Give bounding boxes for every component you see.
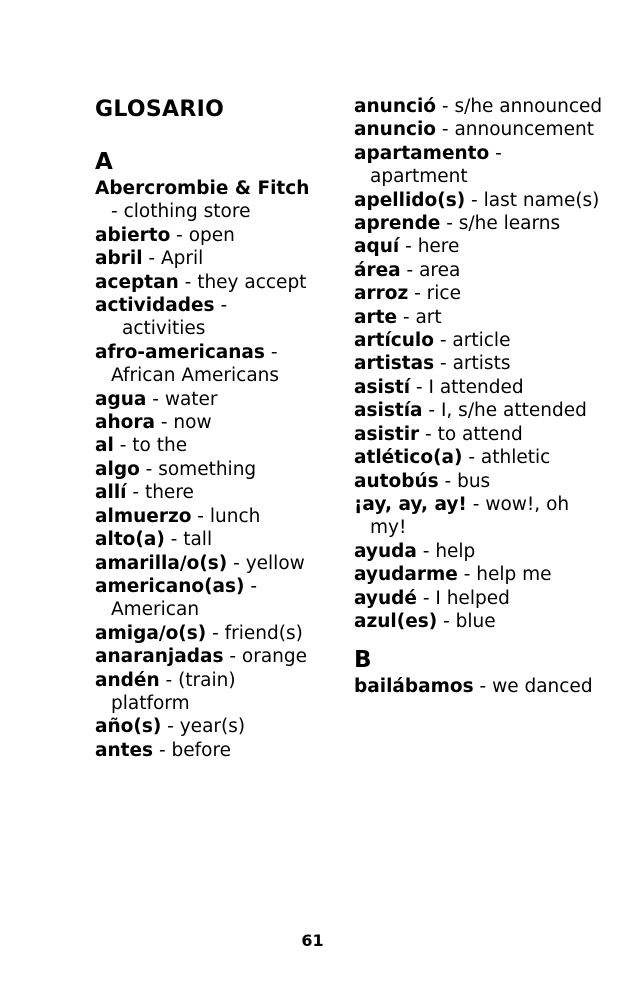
glossary-entry: asistía - I, s/he attended: [354, 400, 587, 422]
entry-definition: April: [160, 248, 204, 270]
glossary-entry: agua - water: [95, 388, 218, 410]
entry-term: ahora: [95, 412, 155, 434]
glossary-entry: asistir - to attend: [354, 423, 523, 445]
entry-term: ¡ay, ay, ay!: [354, 493, 467, 515]
glossary-entry: aprende - s/he learns: [354, 213, 561, 235]
entry-definition: activities: [122, 318, 206, 340]
entry-definition: there: [144, 482, 194, 504]
entry-term: alto(a): [95, 529, 165, 551]
entry-definition: rice: [426, 283, 461, 305]
entry-definition: year(s): [179, 716, 246, 738]
entry-term: arroz: [354, 283, 409, 305]
entry-term: ayudé: [354, 587, 417, 609]
glossary-entry: arroz - rice: [354, 283, 461, 305]
glossary-entry: artículo - article: [354, 330, 511, 352]
entry-definition: to the: [132, 435, 188, 457]
entry-definition: s/he learns: [458, 213, 561, 235]
entry-term: asistía: [354, 400, 423, 422]
glossary-entry: bailábamos - we danced: [354, 676, 593, 698]
entry-definition: s/he announced: [454, 96, 603, 117]
entry-definition: (train) platform: [111, 669, 236, 714]
glossary-entry: ¡ay, ay, ay! - wow!, oh my!: [354, 493, 570, 539]
entry-term: algo: [95, 458, 140, 480]
entry-definition: blue: [455, 610, 496, 632]
entry-definition: here: [417, 236, 460, 258]
entry-term: amiga/o(s): [95, 622, 207, 644]
glossary-entry: abierto - open: [95, 224, 235, 246]
glossary-entry: allí - there: [95, 482, 194, 504]
entry-term: anuncio: [354, 119, 437, 141]
entry-definition: clothing store: [123, 201, 251, 223]
entry-term: azul(es): [354, 610, 438, 632]
entry-term: autobús: [354, 470, 439, 492]
page-number: 61: [301, 931, 324, 950]
glossary-entry: Abercrombie & Fitch - clothing store: [95, 178, 310, 223]
glossary-entry: anuncio - announcement: [354, 119, 594, 141]
entry-term: apartamento: [354, 142, 490, 164]
entry-term: anaranjadas: [95, 646, 224, 668]
entry-definition: yellow: [245, 552, 305, 574]
right-column: [354, 95, 604, 699]
glossary-entry: ayuda - help: [354, 540, 476, 562]
entry-definition: I helped: [435, 587, 510, 609]
entry-definition: I, s/he attended: [440, 400, 587, 422]
entry-term: aprende: [354, 213, 441, 235]
entry-term: artículo: [354, 330, 434, 352]
glossary-entry: algo - something: [95, 458, 257, 480]
glossary-entry: anaranjadas - orange: [95, 646, 308, 668]
entry-definition: lunch: [209, 505, 261, 527]
entry-definition: artists: [452, 353, 511, 375]
entry-term: afro-americanas: [95, 341, 265, 363]
entry-definition: art: [415, 306, 442, 328]
glossary-entry: área - area: [354, 259, 461, 281]
glossary-entry: aquí - here: [354, 236, 460, 258]
glossary-entry: almuerzo - lunch: [95, 505, 261, 527]
entry-term: almuerzo: [95, 505, 192, 527]
entry-term: anunció: [354, 96, 437, 117]
entry-term: andén: [95, 669, 160, 691]
glossary-entry: ayudarme - help me: [354, 564, 552, 586]
entry-definition: help: [435, 540, 476, 562]
entry-term: actividades: [95, 295, 215, 317]
entry-definition: open: [188, 224, 235, 246]
entry-term: arte: [354, 306, 397, 328]
glossary-entry: al - to the: [95, 435, 188, 457]
entry-term: aquí: [354, 236, 400, 258]
entry-term: ayuda: [354, 540, 417, 562]
left-column: [95, 95, 315, 762]
entry-definition: African Americans: [111, 365, 280, 387]
entry-definition: bus: [457, 470, 491, 492]
glossary-entry: apellido(s) - last name(s): [354, 189, 600, 211]
entry-term: americano(as): [95, 575, 245, 597]
entry-definition: friend(s): [224, 622, 303, 644]
glossary-entry: asistí - I attended: [354, 376, 524, 398]
entry-term: amarilla/o(s): [95, 552, 228, 574]
glossary-entry: anunció - s/he announced: [354, 96, 603, 117]
entry-definition: before: [171, 739, 232, 761]
entry-term: allí: [95, 482, 127, 504]
entry-definition: apartment: [370, 166, 468, 188]
glossary-entry: amiga/o(s) - friend(s): [95, 622, 303, 644]
entry-term: año(s): [95, 716, 162, 738]
entry-definition: I attended: [428, 376, 524, 398]
entry-definition: article: [452, 330, 511, 352]
glossary-entry: artistas - artists: [354, 353, 511, 375]
glossary-entry: antes - before: [95, 739, 232, 761]
glossary-entry: aceptan - they accept: [95, 271, 307, 293]
entry-term: aceptan: [95, 271, 179, 293]
glossary-entry: atlético(a) - athletic: [354, 447, 551, 469]
entry-term: bailábamos: [354, 676, 474, 698]
glossary-entry: americano(as) - American: [95, 575, 258, 621]
glossary-entry: año(s) - year(s): [95, 716, 246, 738]
glossary-entry: alto(a) - tall: [95, 529, 213, 551]
entry-term: asistir: [354, 423, 420, 445]
glossary-entry: ayudé - I helped: [354, 587, 510, 609]
section-letter-b: B: [354, 647, 372, 674]
entry-definition: water: [164, 388, 218, 410]
entry-definition: to attend: [437, 423, 523, 445]
entry-definition: orange: [241, 646, 308, 668]
entry-definition: help me: [476, 564, 552, 586]
entry-term: al: [95, 435, 114, 457]
entry-definition: American: [111, 599, 200, 621]
glossary-entry: ahora - now: [95, 412, 212, 434]
entry-definition: area: [419, 259, 461, 281]
entry-term: atlético(a): [354, 447, 463, 469]
entry-term: antes: [95, 739, 154, 761]
glossary-entry: apartamento - apartment: [354, 142, 502, 188]
glossary-entry: actividades - activities: [95, 295, 228, 340]
entry-definition: now: [173, 412, 212, 434]
glossary-entry: azul(es) - blue: [354, 610, 496, 632]
entry-definition: something: [158, 458, 257, 480]
entry-term: apellido(s): [354, 189, 466, 211]
entry-definition: they accept: [197, 271, 307, 293]
section-letter-a: A: [95, 149, 113, 175]
entry-definition: announcement: [454, 119, 594, 141]
glossary-entry: andén - (train) platform: [95, 669, 236, 714]
entry-term: ayudarme: [354, 564, 458, 586]
entry-term: abierto: [95, 224, 171, 246]
entry-definition: we danced: [492, 676, 593, 698]
entry-term: agua: [95, 388, 147, 410]
entry-definition: last name(s): [483, 189, 600, 211]
entry-term: artistas: [354, 353, 435, 375]
glossary-entry: autobús - bus: [354, 470, 491, 492]
glossary-entry: afro-americanas - African Americans: [95, 341, 280, 387]
entry-term: Abercrombie & Fitch: [95, 178, 310, 199]
entry-term: área: [354, 259, 401, 281]
glossary-entry: arte - art: [354, 306, 442, 328]
entry-definition: wow!, oh my!: [370, 493, 570, 539]
entry-definition: athletic: [480, 447, 551, 469]
glossary-entry: abril - April: [95, 248, 204, 270]
page-title: GLOSARIO: [95, 97, 225, 122]
entry-term: asistí: [354, 376, 411, 398]
entry-term: abril: [95, 248, 143, 270]
entry-definition: tall: [183, 529, 213, 551]
glossary-entry: amarilla/o(s) - yellow: [95, 552, 305, 574]
